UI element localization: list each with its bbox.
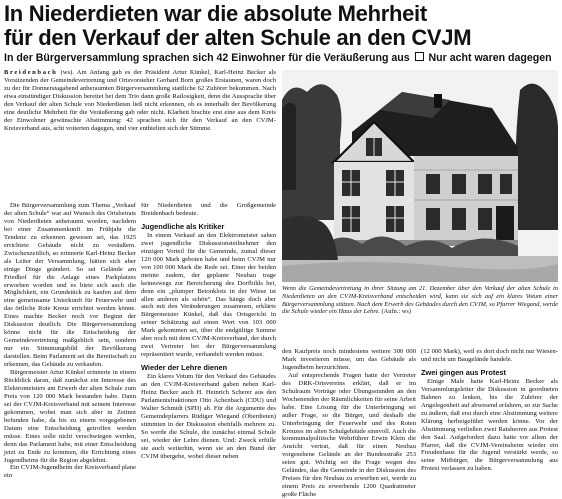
headline-line-2: für den Verkauf der alten Schule an den CVJM <box>4 25 472 50</box>
col3-paragraph-1: den Kaufpreis noch mindestens weitere 300 000 Mark investieren müsse, um das Gebäude als Jugendheim herzurichten. <box>282 348 416 371</box>
col1-paragraph-2: Bürgermeister Artur Künkel erinnerte in einem Rückblick daran, daß zunächst ein Interesse des Elektromeisters am Erwerb der alten Schule zum Preis von 120 000 Mark bestanden habe. Dann sei der CVJM-Kreisverband mit seinem Interesse gekommen, wobei man sich aber in Zeitnot befunden habe, da bis zu einem vorgegebenen Datum eine Entscheidung getroffen werden müsse. Eines solle nicht verschwiegen werden, denn das Parlament habe, mit einer Entscheidung jetzt zu Ende zu kommen, die Errichtung eines Jugendheims für die Region abgelehnt. <box>4 369 136 464</box>
col4-paragraph-0: (12 000 Mark), weil es dort doch nicht nur Wiesen- und nicht um Baugelände handele. <box>421 348 558 363</box>
section-heading-jugendliche: Jugendliche als Kritiker <box>141 221 225 231</box>
article-column-3 <box>282 348 416 499</box>
box-separator-icon <box>415 52 424 61</box>
subheadline-part-2: Nur acht waren dagegen <box>428 52 552 64</box>
article-column-2 <box>141 202 276 479</box>
photo-credit: (Aufn.: ws) <box>381 308 411 316</box>
article-column-1 <box>4 202 136 479</box>
school-building-photo <box>282 70 558 282</box>
col3-paragraph-2: Auf entsprechende Fragen hatte der Vertreter des DRK-Ortsvereins erklärt, daß er im Schulraum Vorträge oder Übungsstunden an den Wochenenden der Räumlichkeiten für seine Arbeit habe. Eine Lösung für die Unterbringung sei außer Frage, so die Bürger, und deshalb die Unterbringung der Feuerwehr und des Roten Kreuzes im alten Schulgebäude sinnvoll. Auch die kommunalpolitische Wehrführer Erwin Klein die Ansicht vertrat, daß für einen Neubau vorgesehene Gelände an der Bundesstraße 253 seien gut. Wichtig sei die Frage wegen des Geländes, das die Gemeinde in der Diskussion des Preises für den Neubau zu erwerben sei, werde zu einem Preis zu erwerbende 1200 Quadratmeter große Fläche <box>282 371 416 499</box>
subheadline <box>4 52 560 65</box>
article-column-4 <box>421 348 558 479</box>
headline <box>4 2 560 50</box>
photo-caption <box>282 285 558 316</box>
col1-paragraph-1: Die Bürgerversammlung zum Thema „Verkauf der alten Schule“ war auf Wunsch des Ortsbeirats von Niederdieten anberaumt worden, nachdem bei einer Zusammenkunft im Frühjahr die Tendenz zu erkennen gewesen sei, das 1925 errichtete Gebäude nicht zu veräußern. Zwischenzeitlich, so erinnerte Karl-Heinz Becker als Leiter der Versammlung, hätten sich aber einige Dinge geändert. So sei Gelände am Friedhof für die Anlage eines Parkplatzes erworben worden und es biete sich auch die Möglichkeit, ein Grundstück zu kaufen auf dem eine gemeinsame Unterkunft für Feuerwehr und das örtliche Rote Kreuz errichtet werden könne. Eines machte Becker noch vor Beginn der Diskussion deutlich: Die Bürgerversammlung könne nicht für die Entscheidung der Gemeindevertretung maßgeblich sein, sondern nur ein Stimmungsbild der Bevölkerung darstellen. Beim Parlament sei die Bereitschaft zu erkennen, das Gebäude zu verkaufen. <box>4 202 136 369</box>
col2-paragraph-0: für Niederdieten und die Großgemeinde Breidenbach bedeute. <box>141 202 276 217</box>
col2-paragraph-1: In einem Verkauf an den Elektromeister sahen zwei jugendliche Diskussionsteilnehmer den einzigen Vorteil für die Gemeinde, zumal dieser 120 000 Mark geboten habe und beim CVJM nur von 100 000 Mark die Rede sei. Einer der beiden meinte zudem, der geplante Neubau trage keineswegs zur Bereicherung des Dorfbilds bei, denn ein „plumper Betonklotz in der Wiese ist allen anderen als schön“. Das hänge doch aber auch mit den Veränderungen zusammen, erklärte Bürgermeister Künkel, daß das Ortsgericht in seiner Schätzung auf einen Wert von 103 000 Mark gekommen sei, über die endgültige Summe aber noch mit dem CVJM-Kreisverband, der durch zwei Vertreter bei der Bürgerversammlung repräsentiert wurde, verhandelt werden müsse. <box>141 231 276 359</box>
dateline: Breidenbach <box>4 69 58 76</box>
section-heading-lehre: Wieder der Lehre dienen <box>141 363 228 373</box>
col1-paragraph-3: Ein CVJM-Jugendheim der Kreisverband plane ein <box>4 464 136 480</box>
section-heading-protest: Zwei gingen aus Protest <box>421 367 507 377</box>
photo-caption-text: Wenn die Gemeindevertretung in ihrer Sitzung am 21. Dezember über den Verkauf der alten Schule in Niederdieten an den CVJM-Kreisverband entscheiden wird, kann sie sich auf ein klares Votum einer Bürgerversammlung stützen. Nach dem Erwerb des Gebäudes durch den CVJM, so Pfarrer Wiegand, werde die Schule wieder ein Haus der Lehre. <box>282 285 558 316</box>
headline-line-1: In Niederdieten war die absolute Mehrheit <box>4 1 427 26</box>
col4-paragraph-1: Einige Male hatte Karl-Heinz Becker als Versammlungsleiter die Diskussion in geordneten Bahnen zu lenken, bis die Zuhörer der Angelegenheit auf abwesend erfahren, so zur Sache zu äußern, daß erst durch eine Abstimmung weitere Klärung herbeigeführt werden könne. Vor der Abstimmung verließen zwei Ratsherren aus Protest den Saal. Aufgefordert dazu hatte vor allem der Pfarrer, daß die CVJM-Vereinsheim wieder ein Freudenhaus für die Jugend verstärkt werde, so seine Mitbürger, die Bürgerversammlung aus Protest verlassen zu haben. <box>421 377 558 473</box>
intro-text: (ws). Am Anfang gab es der Präsident Artur Künkel, Karl-Heinz Becker als Vorsitzenden der Gemeindevertretung und Ortsvorsteher Gerhard Born großes Erstaunen, waren doch zu der für Donnerstagabend anberaumten Bürgerversammlung stattliche 62 Zuhörer bekommen. Nach etwa einstündiger Diskussion bereitet bei dem Trio dann große Ratlosigkeit, denn die Aussprache über den Verkauf der alten Schule von Niederdieten ließ nicht erkennen, ob es innerhalb der Bevölkerung eine deutliche Mehrheit für die Veräußerung gab oder nicht. Klarheit brachte erst eine aus dem Kreis der Einwohner gewünschte Abstimmung: 42 sprachen sich für den Verkauf an den CVJM-Kreisverband aus, acht votierten dagegen, und vier enthielten sich der Stimme. <box>4 69 276 132</box>
intro-paragraph <box>4 69 276 133</box>
subheadline-part-1: In der Bürgerversammlung sprachen sich 42 Einwohner für die Veräußerung aus <box>4 52 410 64</box>
col2-paragraph-2: Ein klares Votum für den Verkauf des Gebäudes an den CVJM-Kreisverband gaben neben Karl-Heinz Becker auch H. Heinrich Scherer aus den Parlamentsfraktionen Otto Achenbach (CDU) und Walter Schmidt (SPD) ab. Für die Argumente des Gemeindepfarrers Rüdiger Wiegand (Oberdieten) stimmten in der Diskussion ebenfalls mehrere zu. So werde die Schule, die zunächst einmal Schule sei, wieder der Lehre dienen. Und: Zweck erfülle sie auch weiterhin, wenn sie an den Bund der CVJM übergehe, wobei dieser neben <box>141 373 276 460</box>
